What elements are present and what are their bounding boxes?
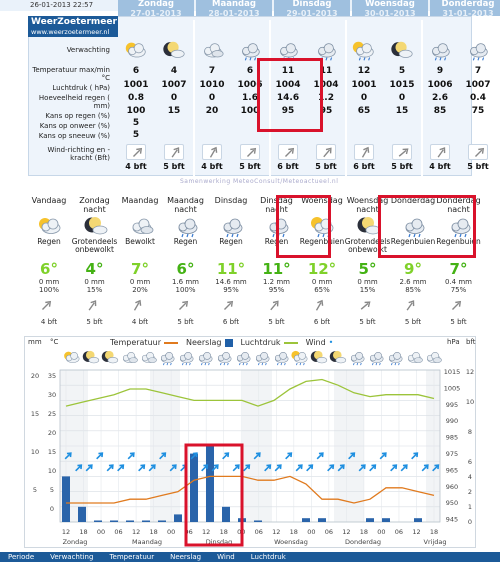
summary-condition: Grotendeels onbewolkt	[344, 237, 391, 254]
summary-wind: 4 bft	[40, 318, 58, 326]
cell-rain: 0.4	[470, 93, 486, 103]
summary-wind: 5 bft	[404, 318, 422, 326]
tab-day-4[interactable]: Donderdag 31-01-2013	[430, 0, 500, 16]
wind-arrow-icon	[85, 298, 105, 314]
summary-condition: Regen	[219, 237, 243, 246]
cell-wind: 5 bft	[391, 162, 413, 171]
summary-pct: 15%	[359, 286, 376, 294]
cell-rain: 0	[360, 93, 368, 103]
summary-condition: Bewolkt	[125, 237, 155, 246]
wind-arrow-icon	[354, 144, 374, 160]
cloud-icon	[127, 216, 155, 238]
cell-rain: 14.6	[276, 93, 300, 103]
bottom-tabs	[0, 552, 500, 562]
cell-rain-chance: 100	[240, 106, 260, 116]
tick-label-bft: 8	[467, 428, 473, 436]
tick-label-bft: 2	[467, 488, 473, 496]
tick-label-day: Vrijdag	[423, 538, 447, 546]
cell-temp: 6	[246, 66, 254, 76]
label-pressure: Luchtdruk ( hPa)	[52, 84, 110, 92]
wind-arrow-icon	[316, 144, 336, 160]
rain-cloud-icon	[465, 40, 491, 62]
tick-label-hour: 12	[272, 528, 281, 536]
cell-rain: 2.6	[432, 93, 448, 103]
summary-temp: 5°	[358, 260, 377, 278]
summary-precip	[115, 278, 165, 294]
tick-label-hour: 18	[289, 528, 298, 536]
cell-temp: 9	[436, 66, 444, 76]
wind-arrow-icon	[202, 144, 222, 160]
summary-precip	[252, 278, 302, 294]
cell-rain: 0	[398, 93, 406, 103]
tick-label-hour: 18	[79, 528, 88, 536]
tick-label-bft: 1	[467, 503, 473, 511]
summary-precip	[343, 278, 393, 294]
wind-arrow-icon	[176, 298, 196, 314]
tick-label-hour: 12	[412, 528, 421, 536]
tick-label-mm: 5	[32, 486, 38, 494]
graph-legend	[110, 338, 333, 347]
cell-rain: 0	[208, 93, 216, 103]
unit-bft: bft	[466, 338, 476, 346]
summary-pct: 75%	[450, 286, 467, 294]
summary-precip	[297, 278, 347, 294]
tick-label-bft: 12	[465, 368, 475, 376]
graph-frame	[24, 336, 476, 548]
summary-pct: 85%	[405, 286, 421, 294]
tick-label-c: 15	[47, 448, 57, 456]
summary-precip	[388, 278, 438, 294]
tick-label-hour: 18	[359, 528, 369, 536]
tick-label-hour: 18	[149, 528, 158, 536]
summary-temp: 9°	[404, 260, 422, 278]
cell-rain-chance: 95	[319, 106, 333, 116]
cell-rain: 0	[170, 93, 178, 103]
summary-day: Woensdag nacht	[346, 196, 389, 214]
cell-pressure: 1006	[237, 80, 263, 90]
tick-label-c: 0	[49, 505, 55, 513]
summary-mm: 0 mm	[38, 278, 60, 286]
unit-c: °C	[50, 338, 59, 346]
wind-arrow-icon	[430, 144, 450, 160]
summary-temp: 11°	[216, 260, 246, 278]
cell-rain-chance: 15	[395, 106, 409, 116]
highlight-box-dinsdag	[257, 58, 323, 132]
tick-label-day: Dinsdag	[205, 538, 233, 546]
tick-label-hour: 06	[324, 528, 333, 536]
cell-storm: 5	[132, 118, 140, 128]
summary-mm: 14.6 mm	[215, 278, 247, 286]
tick-label-bft: 4	[467, 473, 473, 481]
cell-rain: 1.6	[242, 93, 258, 103]
tick-label-hour: 12	[61, 528, 71, 536]
summary-day: Maandag	[121, 196, 159, 205]
night-cloud-icon	[82, 216, 110, 238]
summary-mm: 0 mm	[311, 278, 333, 286]
summary-wind: 6 bft	[222, 318, 240, 326]
summary-day: Maandag nacht	[167, 196, 204, 214]
tick-label-hour: 00	[237, 528, 246, 536]
label-snow-chance: Kans op sneeuw (%)	[38, 132, 110, 140]
cell-temp: 11	[281, 66, 295, 76]
summary-item[interactable]	[161, 190, 211, 332]
wind-arrow-icon	[130, 298, 150, 314]
tick-label-hpa: 950	[445, 499, 459, 508]
label-rain-amount: Hoeveelheid regen (	[38, 94, 110, 102]
summary-pct: 100%	[175, 286, 196, 294]
summary-mm: 0.4 mm	[445, 278, 472, 286]
tick-label-hour: 06	[254, 528, 263, 536]
summary-temp: 7°	[131, 260, 149, 278]
credit-text: Samenwerking MeteoConsult/Meteoactueel.nl	[180, 178, 339, 185]
highlight-box-donderdag	[378, 195, 476, 258]
summary-wind: 4 bft	[131, 318, 149, 326]
cell-wind: 5 bft	[315, 162, 337, 171]
tick-label-c: 35	[47, 372, 57, 380]
tick-label-bft: 0	[467, 518, 473, 526]
tab-day-3[interactable]: Woensdag 30-01-2013	[352, 0, 428, 16]
summary-temp: 6°	[176, 260, 195, 278]
summary-item[interactable]	[70, 190, 120, 332]
summary-mm: 0 mm	[129, 278, 151, 286]
summary-pct: 20%	[132, 286, 148, 294]
tick-label-hour: 06	[184, 528, 193, 536]
label-temp-unit: °C	[101, 74, 110, 82]
summary-condition: Regenbuien	[390, 237, 436, 246]
bottom-tab-wind[interactable]: Wind	[217, 553, 235, 561]
cell-wind: 6 bft	[277, 162, 299, 171]
summary-temp: 12°	[307, 260, 337, 278]
label-temp: Temperatuur max/min	[32, 66, 110, 74]
label-wind: Wind-richting en -	[47, 146, 110, 154]
legend-pressure[interactable]: Luchtdruk	[241, 338, 298, 347]
summary-pct: 15%	[86, 286, 103, 294]
tick-label-day: Donderdag	[344, 538, 382, 546]
cell-wind: 5 bft	[467, 162, 489, 171]
tick-label-hpa: 965	[445, 466, 459, 475]
summary-day: Vandaag	[31, 196, 67, 205]
bottom-tab-temperatuur[interactable]: Temperatuur	[109, 553, 155, 561]
legend-rain-swatch	[225, 339, 233, 347]
tick-label-c: 20	[47, 429, 57, 437]
summary-condition: Regenbuien	[436, 237, 481, 246]
summary-wind: 5 bft	[450, 318, 467, 326]
tick-label-hour: 06	[114, 528, 123, 536]
wind-arrow-icon	[278, 144, 298, 160]
unit-mm: mm	[28, 338, 42, 346]
tick-label-hour: 12	[131, 528, 141, 536]
summary-pct: 95%	[268, 286, 285, 294]
cell-pressure: 1007	[161, 80, 187, 90]
tick-label-hpa: 975	[445, 450, 459, 458]
legend-temp[interactable]: Temperatuur	[110, 338, 178, 347]
bottom-tab-luchtdruk[interactable]: Luchtdruk	[250, 553, 286, 561]
cell-wind: 4 bft	[429, 162, 451, 171]
cell-temp: 7	[208, 66, 216, 76]
tick-label-hour: 00	[96, 528, 106, 536]
detail-column	[194, 38, 230, 176]
tick-label-hpa: 1015	[443, 368, 461, 376]
tick-label-day: Woensdag	[274, 538, 308, 546]
unit-hpa: hPa	[447, 338, 460, 346]
timestamp: 26-01-2013 22:57	[30, 1, 94, 9]
tick-label-mm: 15	[30, 410, 40, 418]
tick-label-day: Maandag	[132, 538, 162, 546]
summary-mm: 1.2 mm	[263, 278, 290, 286]
cell-pressure: 1001	[123, 80, 149, 90]
wind-arrow-icon	[164, 144, 184, 160]
wind-arrow-icon	[126, 144, 146, 160]
tick-label-hpa: 960	[445, 482, 459, 491]
summary-mm: 0 mm	[357, 278, 378, 286]
wind-arrow-icon	[403, 298, 423, 314]
tick-label-hour: 00	[307, 528, 316, 536]
cell-temp: 6	[132, 66, 140, 76]
night-cloud-icon	[389, 40, 415, 62]
tab-day-1[interactable]: Maandag 28-01-2013	[196, 0, 272, 16]
label-wind-2: kracht (Bft)	[70, 154, 110, 162]
summary-precip	[70, 278, 120, 294]
cell-rain-chance: 100	[126, 106, 146, 116]
wind-arrow-icon	[468, 144, 488, 160]
summary-wind: 5 bft	[268, 318, 285, 326]
summary-pct: 100%	[38, 286, 59, 294]
day-tabs	[118, 0, 500, 16]
night-cloud-icon	[161, 40, 187, 62]
cell-snow: 5	[132, 130, 140, 140]
tick-label-hour: 06	[394, 528, 404, 536]
summary-precip	[24, 278, 74, 294]
cell-rain-chance: 75	[471, 106, 485, 116]
cell-rain-chance: 15	[167, 106, 181, 116]
summary-day: Donderdag nacht	[436, 196, 481, 214]
cell-pressure: 1004	[313, 80, 339, 90]
label-storm-chance: Kans op onweer (%)	[39, 122, 110, 130]
label-rain-chance: Kans op regen (%)	[45, 112, 110, 120]
label-forecast: Verwachting	[66, 46, 110, 54]
tick-label-hour: 12	[342, 528, 351, 536]
cell-rain-chance: 65	[357, 106, 371, 116]
detail-column	[460, 38, 496, 176]
summary-day: Dinsdag	[214, 196, 248, 205]
rain-cloud-icon	[173, 216, 201, 238]
summary-mm: 2.6 mm	[399, 278, 427, 286]
sun-cloud-icon	[123, 40, 149, 62]
cell-wind: 5 bft	[239, 162, 261, 171]
summary-mm: 0 mm	[84, 278, 105, 286]
wind-arrow-icon	[358, 298, 378, 314]
summary-precip	[161, 278, 211, 294]
cell-temp: 7	[474, 66, 482, 76]
summary-temp: 4°	[85, 260, 104, 278]
tick-label-hpa: 945	[445, 515, 459, 524]
wind-arrow-icon	[392, 144, 412, 160]
legend-pressure-swatch	[284, 342, 298, 344]
tick-label-mm: 10	[30, 448, 40, 456]
detail-column	[422, 38, 458, 176]
summary-wind: 5 bft	[177, 318, 194, 326]
summary-condition: Grotendeels onbewolkt	[71, 237, 118, 254]
summary-day: Woensdag	[301, 196, 343, 205]
tick-label-c: 30	[47, 391, 57, 399]
label-rain-unit: mm)	[93, 102, 110, 110]
cell-wind: 4 bft	[125, 162, 147, 171]
wind-arrow-icon	[312, 298, 332, 314]
cell-rain-chance: 95	[281, 106, 295, 116]
tick-label-mm: 20	[30, 372, 40, 380]
detail-column	[384, 38, 420, 176]
sun-cloud-icon	[36, 216, 64, 238]
summary-wind: 5 bft	[86, 318, 103, 326]
summary-day: Donderdag	[390, 196, 436, 205]
cell-temp: 11	[319, 66, 333, 76]
tab-day-2[interactable]: Dinsdag 29-01-2013	[274, 0, 350, 16]
tick-label-c: 10	[47, 467, 57, 475]
cell-pressure: 1015	[389, 80, 415, 90]
rain-cloud-icon	[427, 40, 453, 62]
tick-label-c: 5	[49, 486, 55, 494]
bottom-tab-verwachting[interactable]: Verwachting	[50, 553, 94, 561]
legend-temp-swatch	[164, 342, 178, 344]
tick-label-hour: 00	[377, 528, 386, 536]
summary-mm: 1.6 mm	[172, 278, 199, 286]
summary-temp: 11°	[262, 260, 291, 278]
rain-cloud-icon	[218, 216, 246, 238]
summary-temp: 7°	[449, 260, 468, 278]
wind-arrow-icon	[221, 298, 241, 314]
summary-precip	[434, 278, 484, 294]
detail-column	[346, 38, 382, 176]
cell-rain: 1.2	[318, 93, 334, 103]
detail-column	[156, 38, 192, 176]
summary-condition: Regen	[264, 237, 289, 246]
cell-pressure: 1004	[275, 80, 301, 90]
summary-item[interactable]	[115, 190, 165, 332]
bottom-tab-neerslag[interactable]: Neerslag	[170, 553, 202, 561]
tick-label-hpa: 1005	[443, 384, 461, 393]
tick-label-hour: 18	[219, 528, 228, 536]
tick-label-day: Zondag	[62, 538, 88, 546]
cell-pressure: 1001	[351, 80, 377, 90]
summary-item[interactable]	[206, 190, 256, 332]
cell-rain-chance: 20	[205, 106, 219, 116]
wind-arrow-icon	[240, 144, 260, 160]
summary-wind: 5 bft	[359, 318, 376, 326]
cell-rain-chance: 85	[433, 106, 447, 116]
tick-label-hpa: 990	[445, 417, 459, 426]
summary-precip	[206, 278, 256, 294]
cell-pressure: 1006	[427, 80, 453, 90]
summary-condition: Regen	[37, 237, 61, 246]
tick-label-hpa: 995	[445, 400, 459, 409]
tick-label-bft: 6	[467, 458, 473, 466]
tick-label-c: 25	[47, 410, 57, 418]
wind-arrow-icon	[449, 298, 469, 314]
tick-label-hour: 12	[202, 528, 211, 536]
detail-column	[118, 38, 154, 176]
legend-wind[interactable]: Wind •	[305, 338, 334, 347]
cell-wind: 6 bft	[353, 162, 375, 171]
tick-label-hour: 18	[429, 528, 439, 536]
summary-condition: Regen	[173, 237, 198, 246]
summary-wind: 6 bft	[313, 318, 331, 326]
tab-day-0[interactable]: Zondag 27-01-2013	[118, 0, 194, 16]
site-title: WeerZoetermeer	[28, 16, 118, 28]
summary-item[interactable]	[24, 190, 74, 332]
tick-label-bft: 10	[465, 398, 475, 406]
cell-temp: 5	[398, 66, 406, 76]
cell-wind: 4 bft	[201, 162, 223, 171]
summary-condition: Regenbuien	[299, 237, 345, 246]
cell-pressure: 1010	[199, 80, 225, 90]
summary-day: Zondag nacht	[79, 196, 110, 214]
summary-temp: 6°	[40, 260, 58, 278]
legend-wind-swatch: •	[328, 338, 334, 347]
summary-day: Dinsdag nacht	[260, 196, 293, 214]
summary-pct: 95%	[223, 286, 239, 294]
cell-wind: 5 bft	[163, 162, 185, 171]
cloud-icon	[199, 40, 225, 62]
site-url[interactable]: www.weerzoetermeer.nl	[28, 28, 118, 37]
sun-rain-icon	[351, 40, 377, 62]
cell-pressure: 1007	[465, 80, 491, 90]
wind-arrow-icon	[267, 298, 287, 314]
cell-temp: 4	[170, 66, 178, 76]
tick-label-hpa: 985	[445, 433, 459, 442]
wind-arrow-icon	[39, 298, 59, 314]
bottom-tab-periode[interactable]: Periode	[8, 553, 35, 561]
cell-temp: 12	[357, 66, 371, 76]
legend-rain[interactable]: Neerslag	[186, 338, 233, 347]
tick-label-hour: 00	[167, 528, 176, 536]
highlight-box-woensdag	[276, 195, 331, 258]
cell-rain: 0.8	[128, 93, 144, 103]
summary-pct: 65%	[314, 286, 330, 294]
